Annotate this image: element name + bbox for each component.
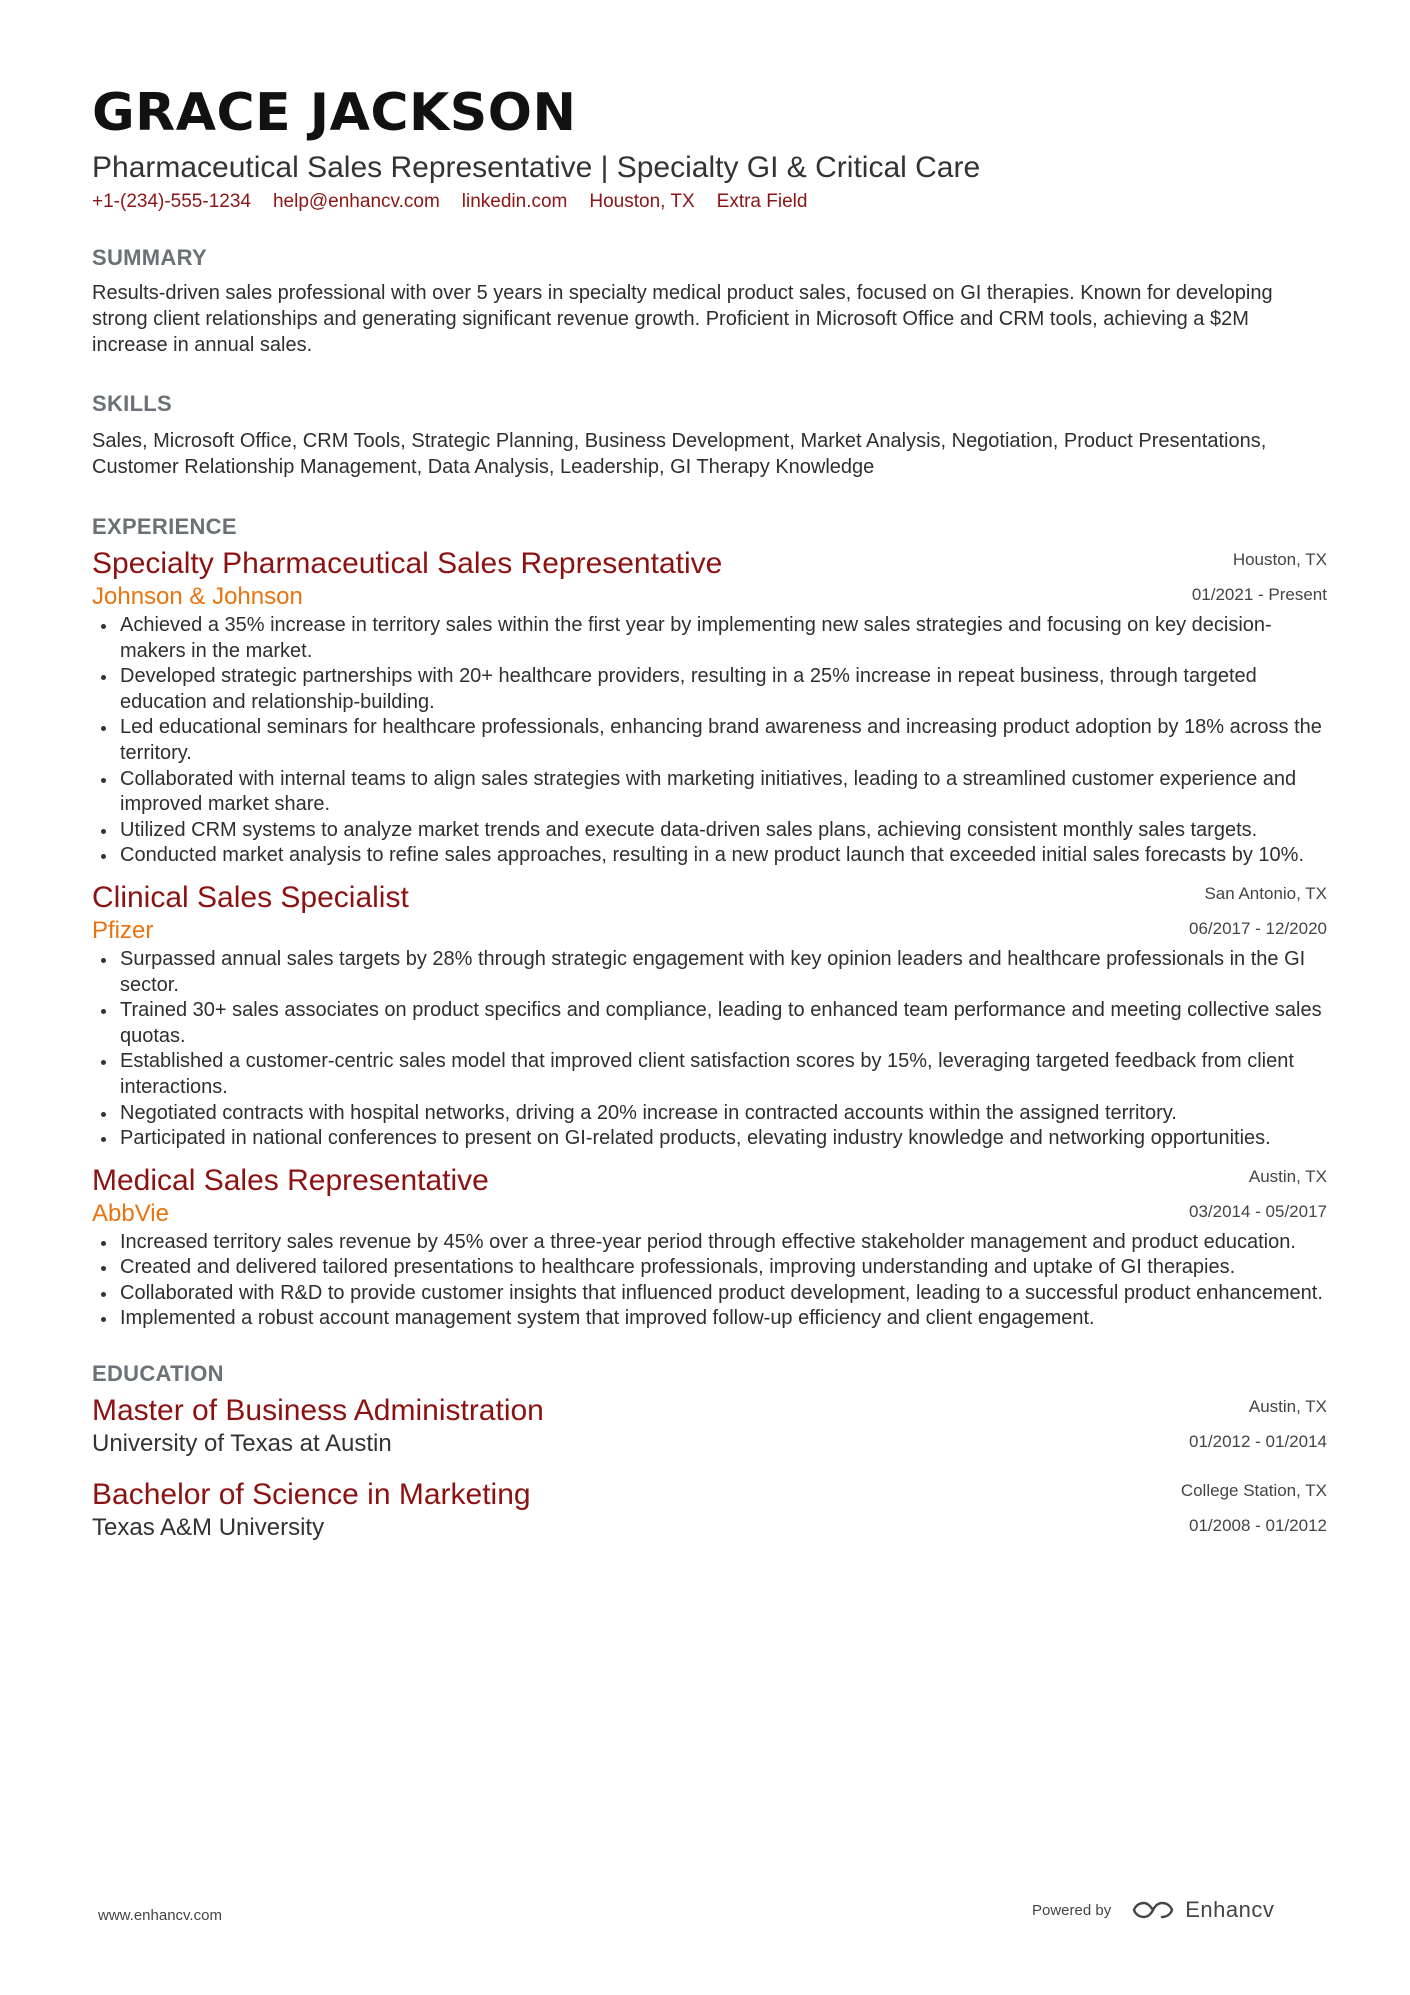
brand-name: Enhancv xyxy=(1185,1897,1275,1922)
achievement-item: Established a customer-centric sales model that improved client satisfaction scores by 15%, leveraging targeted feedback from client interactions. xyxy=(92,1049,1327,1100)
achievement-item: Utilized CRM systems to analyze market trends and execute data-driven sales plans, achieving consistent monthly sales targets. xyxy=(92,818,1327,844)
achievement-item: Participated in national conferences to present on GI-related products, elevating industry knowledge and networking opportunities. xyxy=(92,1126,1327,1152)
contact-email[interactable]: help@enhancv.com xyxy=(272,191,440,212)
experience-entry xyxy=(92,1162,1327,1332)
skills-text: Sales, Microsoft Office, CRM Tools, Strategic Planning, Business Development, Market Analysis, Negotiation, Product Presentations, Customer Relationship Management, Data Analysis, Leadership, GI Therapy Knowledge xyxy=(92,430,1267,478)
enhancv-logo-icon xyxy=(1131,1899,1175,1921)
powered-by-label: Powered by xyxy=(1032,1901,1112,1919)
footer-branding xyxy=(1032,1897,1274,1923)
experience-entry xyxy=(92,545,1327,869)
job-title: Medical Sales Representative xyxy=(92,1163,489,1197)
school-location: Austin, TX xyxy=(1248,1397,1327,1417)
education-section-title: EDUCATION xyxy=(92,1361,224,1387)
achievement-item: Implemented a robust account management system that improved follow-up efficiency and client engagement. xyxy=(92,1306,1327,1332)
education-entry xyxy=(92,1392,1327,1456)
summary-text: Results-driven sales professional with over 5 years in specialty medical product sales, focused on GI therapies. Known for developing strong client relationships and generating significant revenue growth. Proficient in Microsoft Office and CRM tools, achieving a $2M increase in annual sales. xyxy=(92,282,1273,356)
achievement-item: Trained 30+ sales associates on product specifics and compliance, leading to enhanced team performance and meeting collective sales quotas. xyxy=(92,998,1327,1049)
achievement-item: Negotiated contracts with hospital networks, driving a 20% increase in contracted accounts within the assigned territory. xyxy=(92,1101,1327,1127)
achievement-item: Developed strategic partnerships with 20+ healthcare providers, resulting in a 25% increase in repeat business, through targeted education and relationship-building. xyxy=(92,664,1327,715)
footer-website[interactable]: www.enhancv.com xyxy=(98,1907,222,1924)
job-location: Austin, TX xyxy=(1248,1166,1327,1186)
achievement-item: Created and delivered tailored presentations to healthcare professionals, improving understanding and uptake of GI therapies. xyxy=(92,1255,1327,1281)
candidate-name: GRACE JACKSON xyxy=(92,83,577,143)
job-dates: 01/2021 - Present xyxy=(1191,585,1327,604)
achievement-item: Collaborated with internal teams to align sales strategies with marketing initiatives, leading to a streamlined customer experience and improved market share. xyxy=(92,767,1327,818)
achievement-list xyxy=(92,613,1327,869)
education-entry-header xyxy=(92,1392,1327,1456)
company-name: AbbVie xyxy=(92,1199,169,1227)
education-entry-header xyxy=(92,1476,1327,1540)
experience-entry-header xyxy=(92,1162,1327,1226)
achievement-item: Conducted market analysis to refine sales approaches, resulting in a new product launch that exceeded initial sales forecasts by 10%. xyxy=(92,843,1327,869)
school-name: Texas A&M University xyxy=(92,1514,325,1542)
contact-phone[interactable]: +1-(234)-555-1234 xyxy=(92,191,251,212)
skills-section-title: SKILLS xyxy=(92,391,173,416)
achievement-list xyxy=(92,947,1327,1152)
company-name: Pfizer xyxy=(92,916,154,944)
job-dates: 06/2017 - 12/2020 xyxy=(1188,918,1327,938)
achievement-item: Collaborated with R&D to provide customer insights that influenced product development, leading to a successful product enhancement. xyxy=(92,1281,1327,1307)
experience-entry-header xyxy=(92,545,1327,609)
achievement-list xyxy=(92,1230,1327,1332)
achievement-item: Led educational seminars for healthcare professionals, enhancing brand awareness and increasing product adoption by 18% across the territory. xyxy=(92,715,1327,766)
achievement-item: Surpassed annual sales targets by 28% through strategic engagement with key opinion leaders and healthcare professionals in the GI sector. xyxy=(92,947,1327,998)
job-title: Specialty Pharmaceutical Sales Representative xyxy=(92,547,723,580)
job-location: San Antonio, TX xyxy=(1204,883,1327,903)
job-location: Houston, TX xyxy=(1232,550,1327,569)
education-entry xyxy=(92,1476,1327,1540)
resume-content xyxy=(92,80,1327,1540)
education-dates: 01/2008 - 01/2012 xyxy=(1188,1516,1327,1536)
summary-section-title: SUMMARY xyxy=(92,245,207,270)
education-dates: 01/2012 - 01/2014 xyxy=(1188,1432,1327,1452)
experience-entry xyxy=(92,879,1327,1152)
contact-extra-field: Extra Field xyxy=(716,191,808,212)
achievement-item: Achieved a 35% increase in territory sales within the first year by implementing new sales strategies and focusing on key decision-makers in the market. xyxy=(92,613,1327,664)
degree-title: Bachelor of Science in Marketing xyxy=(92,1478,531,1512)
contact-list xyxy=(92,190,1327,214)
experience-entry-header xyxy=(92,879,1327,943)
job-dates: 03/2014 - 05/2017 xyxy=(1188,1201,1327,1221)
contact-location: Houston, TX xyxy=(589,191,695,212)
brand-logo[interactable] xyxy=(1131,1897,1274,1923)
contact-linkedin[interactable]: linkedin.com xyxy=(461,191,568,212)
company-name: Johnson & Johnson xyxy=(92,583,303,610)
school-name: University of Texas at Austin xyxy=(92,1430,392,1458)
school-location: College Station, TX xyxy=(1180,1481,1327,1501)
job-title: Clinical Sales Specialist xyxy=(92,880,409,914)
candidate-headline: Pharmaceutical Sales Representative | Specialty GI & Critical Care xyxy=(92,151,981,184)
experience-section-title: EXPERIENCE xyxy=(92,514,237,539)
degree-title: Master of Business Administration xyxy=(92,1394,544,1428)
achievement-item: Increased territory sales revenue by 45% over a three-year period through effective stakeholder management and product education. xyxy=(92,1230,1327,1256)
